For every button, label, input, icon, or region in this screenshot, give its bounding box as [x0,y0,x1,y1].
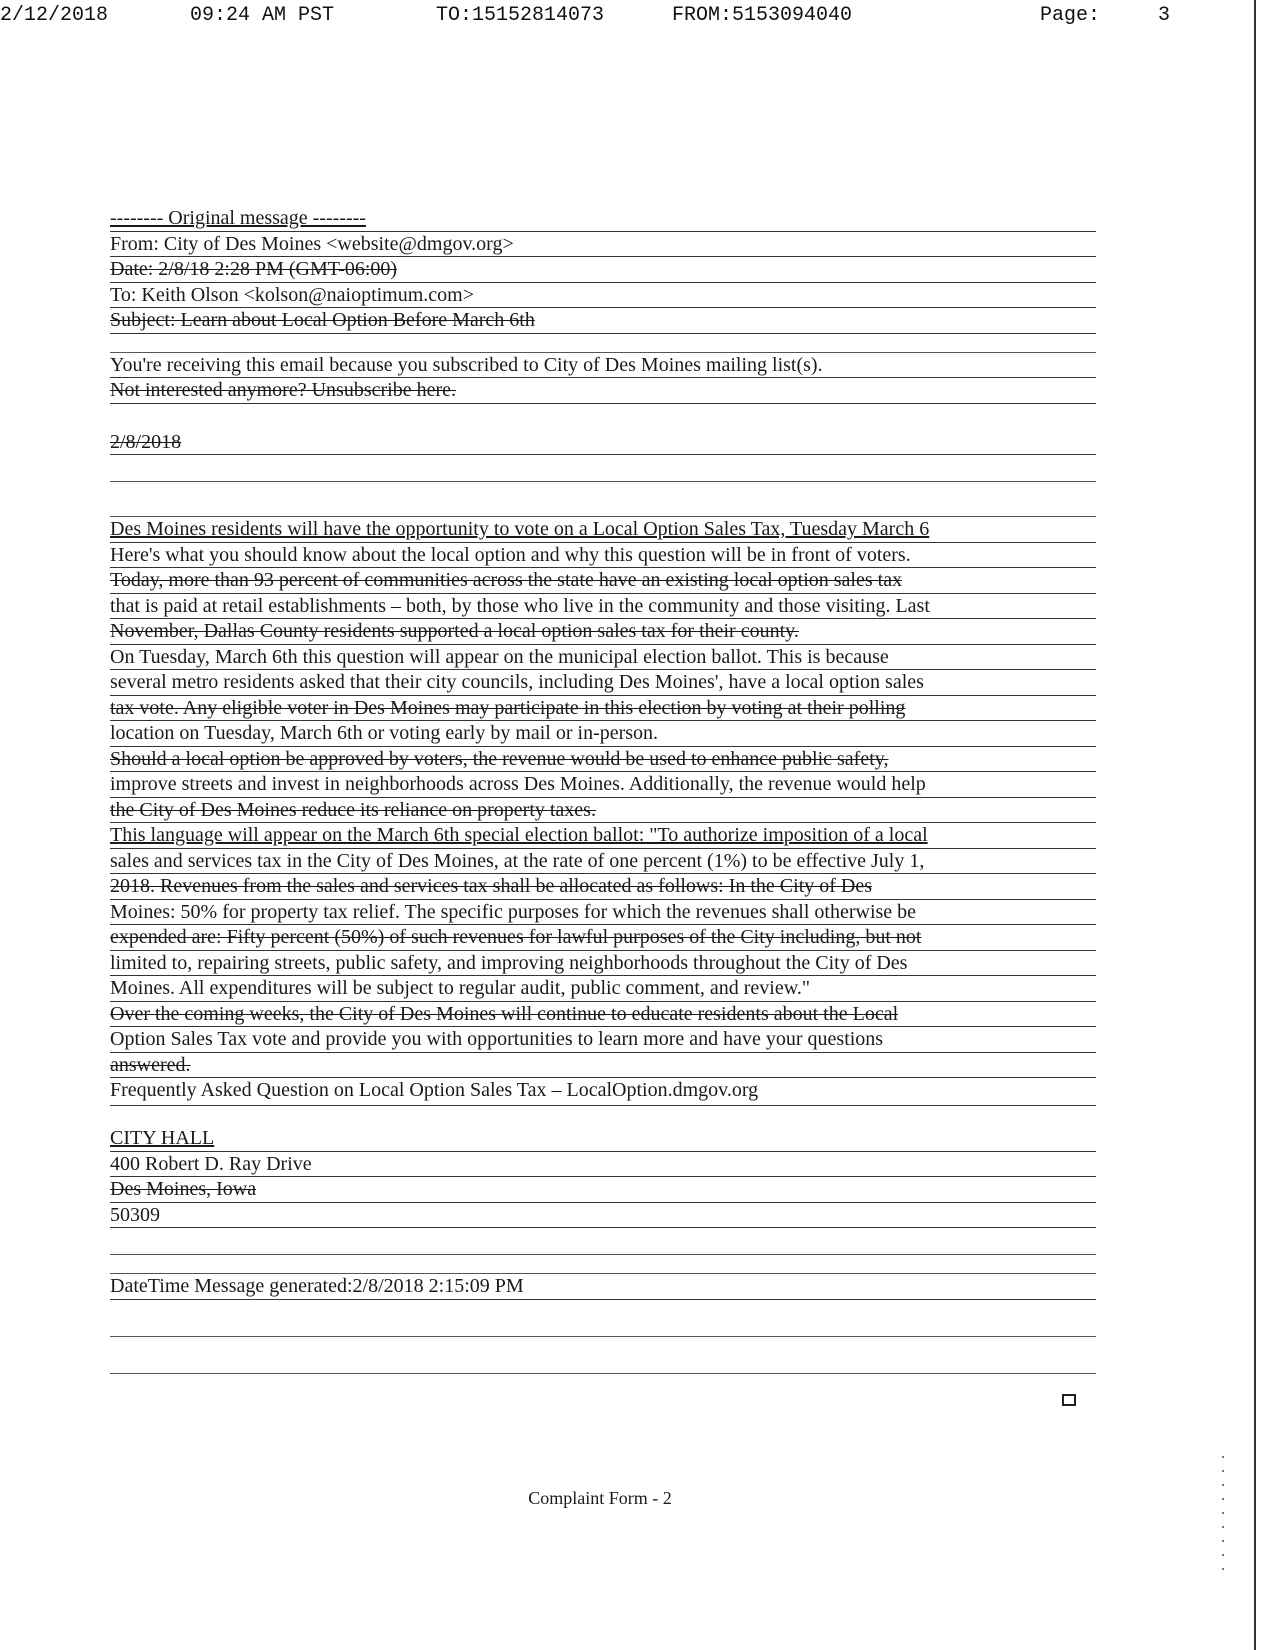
fax-from: FROM:5153094040 [672,4,853,27]
spacer [110,1255,1096,1274]
spacer [110,455,1096,482]
email-subject: Subject: Learn about Local Option Before March 6th [110,308,1096,334]
spacer [110,1337,1096,1374]
body-line: expended are: Fifty percent (50%) of such revenues for lawful purposes of the City including, but not [110,925,1096,951]
fax-page-label: Page: [1040,4,1101,27]
spacer [110,404,1096,430]
address-zip: 50309 [110,1203,1096,1229]
fax-header [0,4,1275,28]
generated-timestamp: DateTime Message generated:2/8/2018 2:15:09 PM [110,1274,1096,1300]
spacer [110,482,1096,517]
fax-time: 09:24 AM PST [190,4,335,27]
body-line: 2018. Revenues from the sales and services tax shall be allocated as follows: In the City of Des [110,874,1096,900]
fax-to: TO:15152814073 [436,4,605,27]
email-body [110,206,1096,1374]
spacer [110,1300,1096,1337]
body-line: This language will appear on the March 6th special election ballot: "To authorize imposition of a local [110,823,1096,849]
body-line: several metro residents asked that their city councils, including Des Moines', have a local option sales [110,670,1096,696]
body-line: location on Tuesday, March 6th or voting early by mail or in-person. [110,721,1096,747]
body-line: Here's what you should know about the local option and why this question will be in front of voters. [110,543,1096,569]
body-line: November, Dallas County residents supported a local option sales tax for their county. [110,619,1096,645]
body-line: limited to, repairing streets, public safety, and improving neighborhoods throughout the City of Des [110,951,1096,977]
body-line: Option Sales Tax vote and provide you with opportunities to learn more and have your questions [110,1027,1096,1053]
edge-marks [1222,1456,1224,1576]
page-edge [1254,0,1256,1650]
original-message-marker: -------- Original message -------- [110,206,1096,232]
spacer [110,334,1096,353]
spacer [110,1228,1096,1255]
body-line: the City of Des Moines reduce its reliance on property taxes. [110,798,1096,824]
body-line: Should a local option be approved by voters, the revenue would be used to enhance public safety, [110,747,1096,773]
email-to: To: Keith Olson <kolson@naioptimum.com> [110,283,1096,309]
body-line: Today, more than 93 percent of communities across the state have an existing local option sales tax [110,568,1096,594]
body-line: that is paid at retail establishments – both, by those who live in the community and those visiting. Last [110,594,1096,620]
body-line: Moines: 50% for property tax relief. The specific purposes for which the revenues shall otherwise be [110,900,1096,926]
body-line: tax vote. Any eligible voter in Des Moines may participate in this election by voting at their polling [110,696,1096,722]
faq-link[interactable]: Frequently Asked Question on Local Option Sales Tax – LocalOption.dmgov.org [110,1078,1096,1106]
email-from: From: City of Des Moines <website@dmgov.org> [110,232,1096,258]
spacer [110,1106,1096,1126]
body-line: sales and services tax in the City of Des Moines, at the rate of one percent (1%) to be effective July 1, [110,849,1096,875]
body-line: Over the coming weeks, the City of Des Moines will continue to educate residents about the Local [110,1002,1096,1028]
fax-date: 2/12/2018 [0,4,109,27]
body-line: On Tuesday, March 6th this question will appear on the municipal election ballot. This is because [110,645,1096,671]
address-street: 400 Robert D. Ray Drive [110,1152,1096,1178]
address-name: CITY HALL [110,1126,1096,1152]
body-line: Moines. All expenditures will be subject to regular audit, public comment, and review." [110,976,1096,1002]
subscription-notice: You're receiving this email because you subscribed to City of Des Moines mailing list(s). [110,353,1096,379]
end-of-message-icon [1062,1394,1076,1406]
body-line: answered. [110,1053,1096,1079]
fax-page-number: 3 [1158,4,1171,27]
address-city: Des Moines, Iowa [110,1177,1096,1203]
post-date: 2/8/2018 [110,430,1096,456]
body-line: improve streets and invest in neighborhoods across Des Moines. Additionally, the revenue would help [110,772,1096,798]
unsubscribe-link[interactable]: Not interested anymore? Unsubscribe here. [110,378,1096,404]
page-footer: Complaint Form - 2 [528,1488,672,1508]
email-date: Date: 2/8/18 2:28 PM (GMT-06:00) [110,257,1096,283]
body-line: Des Moines residents will have the opportunity to vote on a Local Option Sales Tax, Tuesday March 6 [110,517,1096,543]
